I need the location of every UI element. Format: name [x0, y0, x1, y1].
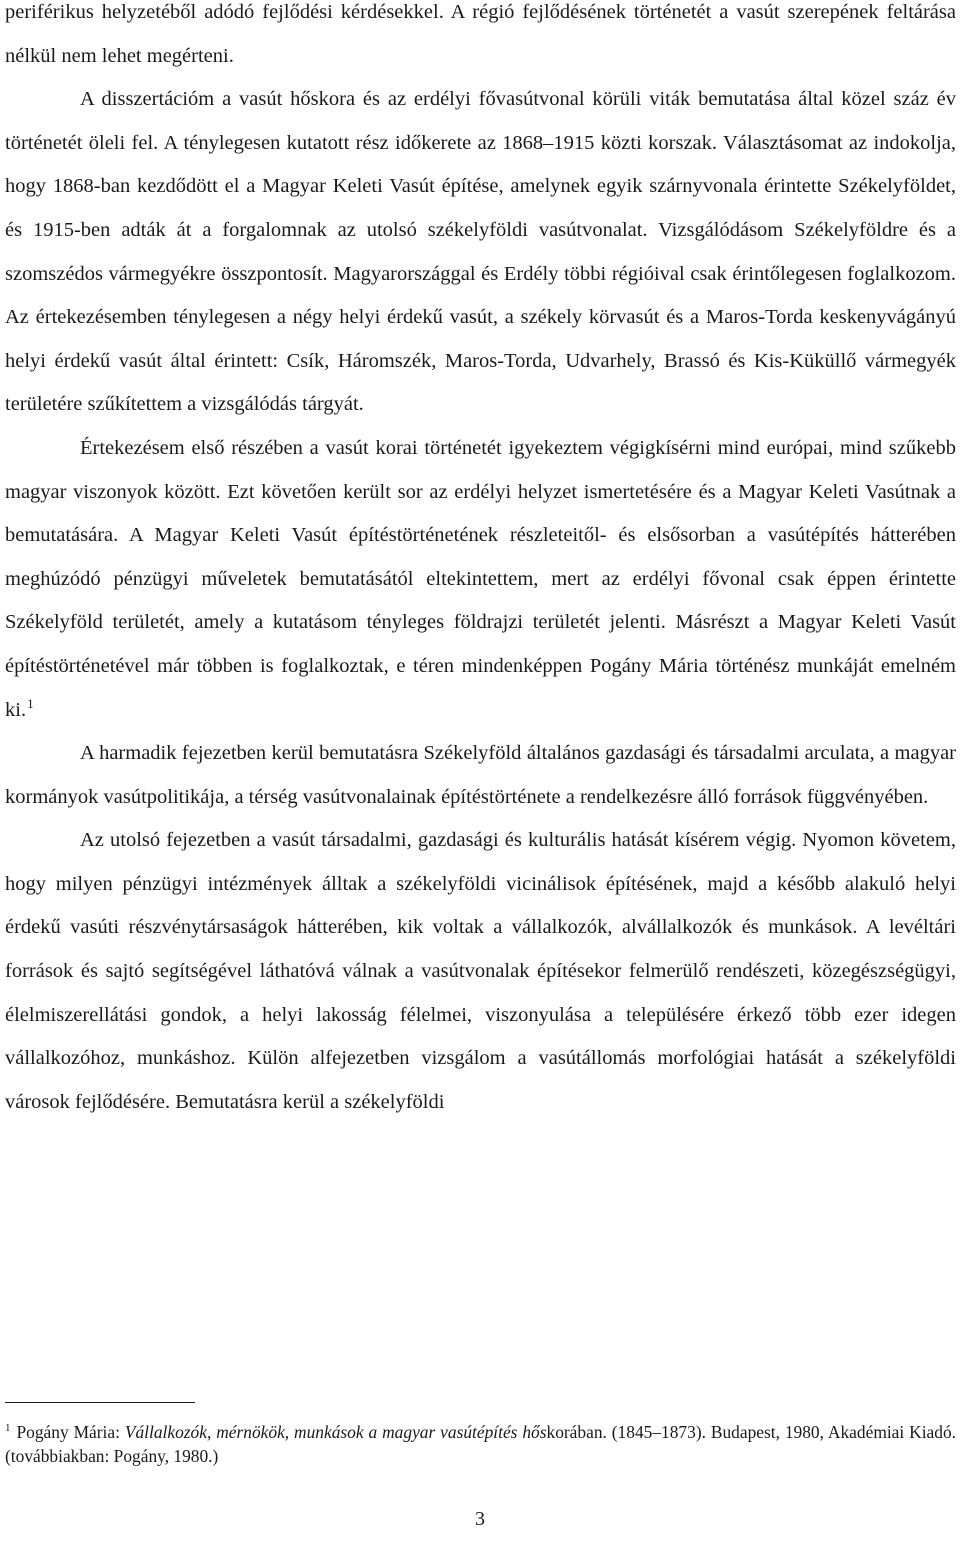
footnote-author: Pogány Mária:	[16, 1422, 125, 1442]
footnote	[5, 1420, 956, 1468]
footnote-details: korában. (1845–1873). Budapest, 1980, Akadémiai Kiadó. (továbbiakban: Pogány, 1980.)	[5, 1422, 956, 1466]
footnote-divider	[5, 1402, 195, 1403]
footnote-reference[interactable]: 1	[27, 695, 34, 711]
paragraph-3-text: Értekezésem első részében a vasút korai történetét igyekeztem végigkísérni mind európai, mind szűkebb magyar viszonyok között. Ezt követően került sor az erdélyi helyzet ismertetésére és a Magyar Keleti Vasútnak a bemutatására. A Magyar Keleti Vasút építéstörténetének részleteitől- és elsősorban a vasútépítés hátterében meghúzódó pénzügyi műveletek bemutatásától eltekintettem, mert az erdélyi fővonal csak éppen érintette Székelyföld területét, amely a kutatásom tényleges földrajzi területét jelenti. Másrészt a Magyar Keleti Vasút építéstörténetével már többen is foglalkoztak, e téren mindenképpen Pogány Mária történész munkáját emelném ki.	[5, 436, 956, 721]
paragraph-1: periférikus helyzetéből adódó fejlődési kérdésekkel. A régió fejlődésének történetét a vasút szerepének feltárása nélkül nem lehet megérteni.	[5, 1, 956, 67]
page-number: 3	[475, 1508, 485, 1530]
footnote-number: 1	[5, 1422, 11, 1435]
paragraph-5: Az utolsó fejezetben a vasút társadalmi, gazdasági és kulturális hatását kísérem végig. Nyomon követem, hogy milyen pénzügyi intézmények álltak a székelyföldi vicinálisok építésének, majd a később alakuló helyi érdekű vasúti részvénytársaságok hátterében, kik voltak a vállalkozók, alvállalkozók és munkások. A levéltári források és sajtó segítségével láthatóvá válnak a vasútvonalak építésekor felmerülő rendészeti, közegészségügyi, élelmiszerellátási gondok, a helyi lakosság félelmei, viszonyulása a településére érkező több ezer idegen vállalkozóhoz, munkáshoz. Külön alfejezetben vizsgálom a vasútállomás morfológiai hatását a székelyföldi városok fejlődésére. Bemutatásra kerül a székelyföldi	[5, 829, 956, 1113]
paragraph-4: A harmadik fejezetben kerül bemutatásra Székelyföld általános gazdasági és társadalmi arculata, a magyar kormányok vasútpolitikája, a térség vasútvonalainak építéstörténete a rendelkezésre álló források függvényében.	[5, 742, 956, 808]
paragraph-2: A disszertációm a vasút hőskora és az erdélyi fővasútvonal körüli viták bemutatása által közel száz év történetét öleli fel. A ténylegesen kutatott rész időkerete az 1868–1915 közti korszak. Választásomat az indokolja, hogy 1868-ban kezdődött el a Magyar Keleti Vasút építése, amelynek egyik szárnyvonala érintette Székelyföldet, és 1915-ben adták át a forgalomnak az utolsó székelyföldi vasútvonalat. Vizsgálódásom Székelyföldre és a szomszédos vármegyékre összpontosít. Magyarországgal és Erdély többi régióival csak érintőlegesen foglalkozom. Az értekezésemben ténylegesen a négy helyi érdekű vasút, a székely körvasút és a Maros-Torda keskenyvágányú helyi érdekű vasút által érintett: Csík, Háromszék, Maros-Torda, Udvarhely, Brassó és Kis-Küküllő vármegyék területére szűkítettem a vizsgálódás tárgyát.	[5, 88, 956, 416]
paragraph-3	[5, 427, 956, 732]
footnote-title: Vállalkozók, mérnökök, munkások a magyar vasútépítés hős	[124, 1422, 547, 1442]
document-page	[5, 0, 956, 1124]
